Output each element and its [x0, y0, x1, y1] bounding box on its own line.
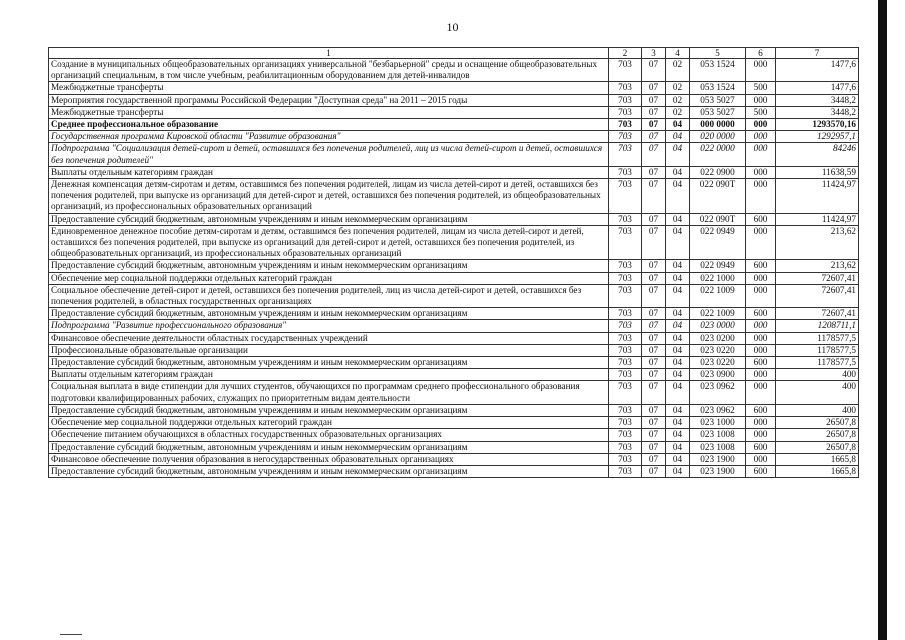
- row-name: Денежная компенсация детям-сиротам и детям, оставшимся без попечения родителей, лицам из числа детей-сирот и детей, оставшихся без попечения родителей, при выпуске из организаций для детей-сирот и детей, оставшихся без попечения родителей, из общеобразовательных организаций, из профессиональных образовательных организаций: [49, 179, 609, 214]
- amount: 84246: [776, 143, 859, 166]
- ministry-code: 703: [609, 213, 642, 225]
- table-row: [49, 357, 859, 369]
- amount: 26507,8: [776, 441, 859, 453]
- table-row: [49, 82, 859, 94]
- expense-type: 000: [746, 429, 776, 441]
- section-code: 07: [642, 369, 666, 381]
- target-article: 023 0962: [690, 381, 746, 404]
- target-article: 022 1009: [690, 284, 746, 307]
- expense-type: 000: [746, 119, 776, 131]
- row-name: Предоставление субсидий бюджетным, автономным учреждениям и иным некоммерческим организациям: [49, 465, 609, 477]
- row-name: Финансовое обеспечение деятельности областных государственных учреждений: [49, 332, 609, 344]
- expense-type: 000: [746, 344, 776, 356]
- subsection-code: 04: [666, 213, 690, 225]
- section-code: 07: [642, 59, 666, 82]
- table-row: [49, 225, 859, 260]
- target-article: 023 0900: [690, 369, 746, 381]
- table-row: [49, 404, 859, 416]
- expense-type: 000: [746, 284, 776, 307]
- target-article: 000 0000: [690, 119, 746, 131]
- row-name: Выплаты отдельным категориям граждан: [49, 166, 609, 178]
- subsection-code: 04: [666, 332, 690, 344]
- amount: 1477,6: [776, 82, 859, 94]
- section-code: 07: [642, 357, 666, 369]
- row-name: Социальная выплата в виде стипендии для лучших студентов, обучающихся по программам среднего профессионального образования подготовки квалифицированных рабочих, служащих по приоритетным видам деятельности: [49, 381, 609, 404]
- subsection-code: 04: [666, 284, 690, 307]
- expense-type: 600: [746, 308, 776, 320]
- expense-type: 000: [746, 131, 776, 143]
- table-row: [49, 369, 859, 381]
- target-article: 023 0962: [690, 404, 746, 416]
- target-article: 053 5027: [690, 106, 746, 118]
- expense-type: 000: [746, 272, 776, 284]
- ministry-code: 703: [609, 381, 642, 404]
- amount: 1208711,1: [776, 320, 859, 332]
- row-name: Предоставление субсидий бюджетным, автономным учреждениям и иным некоммерческим организациям: [49, 213, 609, 225]
- subsection-code: 04: [666, 404, 690, 416]
- expense-type: 000: [746, 320, 776, 332]
- table-row: [49, 344, 859, 356]
- ministry-code: 703: [609, 106, 642, 118]
- ministry-code: 703: [609, 260, 642, 272]
- expense-type: 000: [746, 369, 776, 381]
- row-name: Предоставление субсидий бюджетным, автономным учреждениям и иным некоммерческим организациям: [49, 441, 609, 453]
- target-article: 053 1524: [690, 82, 746, 94]
- table-row: [49, 119, 859, 131]
- target-article: 023 0000: [690, 320, 746, 332]
- table-row: [49, 143, 859, 166]
- subsection-code: 04: [666, 166, 690, 178]
- table-row: [49, 284, 859, 307]
- amount: 1292957,1: [776, 131, 859, 143]
- row-name: Обеспечение мер социальной поддержки отдельных категорий граждан: [49, 272, 609, 284]
- row-name: Межбюджетные трансферты: [49, 106, 609, 118]
- section-code: 07: [642, 106, 666, 118]
- column-header: 3: [642, 48, 666, 59]
- amount: 400: [776, 404, 859, 416]
- amount: 11424,97: [776, 179, 859, 214]
- target-article: 023 0220: [690, 344, 746, 356]
- ministry-code: 703: [609, 357, 642, 369]
- amount: 400: [776, 381, 859, 404]
- expense-type: 600: [746, 465, 776, 477]
- target-article: 022 0949: [690, 260, 746, 272]
- section-code: 07: [642, 308, 666, 320]
- row-name: Среднее профессиональное образование: [49, 119, 609, 131]
- row-name: Предоставление субсидий бюджетным, автономным учреждениям и иным некоммерческим организациям: [49, 357, 609, 369]
- column-header: 1: [49, 48, 609, 59]
- subsection-code: 04: [666, 465, 690, 477]
- subsection-code: 04: [666, 260, 690, 272]
- target-article: 022 090Т: [690, 213, 746, 225]
- table-row: [49, 417, 859, 429]
- target-article: 023 1008: [690, 441, 746, 453]
- target-article: 020 0000: [690, 131, 746, 143]
- row-name: Профессиональные образовательные организации: [49, 344, 609, 356]
- amount: 11638,59: [776, 166, 859, 178]
- ministry-code: 703: [609, 272, 642, 284]
- column-header: 4: [666, 48, 690, 59]
- ministry-code: 703: [609, 179, 642, 214]
- target-article: 022 1000: [690, 272, 746, 284]
- subsection-code: 04: [666, 381, 690, 404]
- column-header: 5: [690, 48, 746, 59]
- ministry-code: 703: [609, 441, 642, 453]
- amount: 1178577,5: [776, 357, 859, 369]
- expense-type: 000: [746, 225, 776, 260]
- amount: 72607,41: [776, 284, 859, 307]
- expense-type: 000: [746, 332, 776, 344]
- subsection-code: 04: [666, 143, 690, 166]
- amount: 72607,41: [776, 272, 859, 284]
- ministry-code: 703: [609, 166, 642, 178]
- row-name: Обеспечение мер социальной поддержки отдельных категорий граждан: [49, 417, 609, 429]
- table-row: [49, 213, 859, 225]
- target-article: 022 1009: [690, 308, 746, 320]
- section-code: 07: [642, 417, 666, 429]
- subsection-code: 02: [666, 59, 690, 82]
- column-header: 6: [746, 48, 776, 59]
- table-row: [49, 332, 859, 344]
- section-code: 07: [642, 465, 666, 477]
- table-row: [49, 260, 859, 272]
- ministry-code: 703: [609, 417, 642, 429]
- expense-type: 600: [746, 260, 776, 272]
- target-article: 022 0900: [690, 166, 746, 178]
- section-code: 07: [642, 429, 666, 441]
- section-code: 07: [642, 119, 666, 131]
- subsection-code: 04: [666, 308, 690, 320]
- amount: 3448,2: [776, 106, 859, 118]
- section-code: 07: [642, 284, 666, 307]
- target-article: 053 1524: [690, 59, 746, 82]
- amount: 3448,2: [776, 94, 859, 106]
- section-code: 07: [642, 441, 666, 453]
- section-code: 07: [642, 166, 666, 178]
- amount: 1665,8: [776, 453, 859, 465]
- column-header: 2: [609, 48, 642, 59]
- expense-type: 500: [746, 106, 776, 118]
- ministry-code: 703: [609, 429, 642, 441]
- ministry-code: 703: [609, 344, 642, 356]
- ministry-code: 703: [609, 453, 642, 465]
- amount: 1178577,5: [776, 332, 859, 344]
- row-name: Создание в муниципальных общеобразовательных организациях универсальной "безбарьерной" среды и оснащение общеобразовательных организаций специальным, в том числе учебным, реабилитационным оборудованием для детей-инвалидов: [49, 59, 609, 82]
- table-row: [49, 106, 859, 118]
- subsection-code: 04: [666, 357, 690, 369]
- table-row: [49, 131, 859, 143]
- section-code: 07: [642, 213, 666, 225]
- ministry-code: 703: [609, 332, 642, 344]
- row-name: Социальное обеспечение детей-сирот и детей, оставшихся без попечения родителей, лиц из числа детей-сирот и детей, оставшихся без попечения родителей, в областных государственных организациях: [49, 284, 609, 307]
- row-name: Предоставление субсидий бюджетным, автономным учреждениям и иным некоммерческим организациям: [49, 308, 609, 320]
- target-article: 022 090Т: [690, 179, 746, 214]
- ministry-code: 703: [609, 59, 642, 82]
- target-article: 023 1900: [690, 465, 746, 477]
- column-header: 7: [776, 48, 859, 59]
- expense-type: 000: [746, 381, 776, 404]
- table-row: [49, 453, 859, 465]
- subsection-code: 02: [666, 82, 690, 94]
- table-row: [49, 59, 859, 82]
- subsection-code: 04: [666, 179, 690, 214]
- amount: 400: [776, 369, 859, 381]
- table-row: [49, 179, 859, 214]
- amount: 1477,6: [776, 59, 859, 82]
- amount: 1665,8: [776, 465, 859, 477]
- subsection-code: 04: [666, 369, 690, 381]
- row-name: Подпрограмма "Социализация детей-сирот и детей, оставшихся без попечения родителей, лиц из числа детей-сирот и детей, оставшихся без попечения родителей": [49, 143, 609, 166]
- table-row: [49, 94, 859, 106]
- ministry-code: 703: [609, 320, 642, 332]
- section-code: 07: [642, 260, 666, 272]
- table-header-row: [49, 48, 859, 59]
- ministry-code: 703: [609, 225, 642, 260]
- row-name: Финансовое обеспечение получения образования в негосударственных образовательных организациях: [49, 453, 609, 465]
- expense-type: 600: [746, 213, 776, 225]
- table-row: [49, 441, 859, 453]
- section-code: 07: [642, 143, 666, 166]
- footer-dash: [60, 634, 82, 635]
- ministry-code: 703: [609, 143, 642, 166]
- expense-type: 000: [746, 94, 776, 106]
- row-name: Подпрограмма "Развитие профессионального образования": [49, 320, 609, 332]
- table-row: [49, 308, 859, 320]
- subsection-code: 04: [666, 225, 690, 260]
- target-article: 022 0000: [690, 143, 746, 166]
- ministry-code: 703: [609, 284, 642, 307]
- expense-type: 600: [746, 404, 776, 416]
- row-name: Выплаты отдельным категориям граждан: [49, 369, 609, 381]
- target-article: 023 1008: [690, 429, 746, 441]
- page-number: 10: [446, 20, 459, 34]
- section-code: 07: [642, 94, 666, 106]
- amount: 213,62: [776, 225, 859, 260]
- amount: 72607,41: [776, 308, 859, 320]
- target-article: 023 1900: [690, 453, 746, 465]
- ministry-code: 703: [609, 308, 642, 320]
- section-code: 07: [642, 453, 666, 465]
- subsection-code: 04: [666, 272, 690, 284]
- section-code: 07: [642, 344, 666, 356]
- table-row: [49, 166, 859, 178]
- expense-type: 000: [746, 417, 776, 429]
- section-code: 07: [642, 381, 666, 404]
- budget-table: [48, 47, 859, 478]
- expense-type: 000: [746, 143, 776, 166]
- table-row: [49, 465, 859, 477]
- row-name: Государственная программа Кировской области "Развитие образования": [49, 131, 609, 143]
- row-name: Обеспечение питанием обучающихся в областных государственных образовательных организациях: [49, 429, 609, 441]
- table-row: [49, 272, 859, 284]
- amount: 1293570,16: [776, 119, 859, 131]
- target-article: 023 1000: [690, 417, 746, 429]
- row-name: Предоставление субсидий бюджетным, автономным учреждениям и иным некоммерческим организациям: [49, 260, 609, 272]
- amount: 26507,8: [776, 429, 859, 441]
- ministry-code: 703: [609, 119, 642, 131]
- section-code: 07: [642, 82, 666, 94]
- row-name: Единовременное денежное пособие детям-сиротам и детям, оставшимся без попечения родителей, лицам из числа детей-сирот и детей, оставшихся без попечения родителей, при выпуске из организаций для детей-сирот и детей, оставшихся без попечения родителей, из общеобразовательных организаций, из профессиональных образовательных организаций: [49, 225, 609, 260]
- row-name: Межбюджетные трансферты: [49, 82, 609, 94]
- expense-type: 500: [746, 82, 776, 94]
- section-code: 07: [642, 332, 666, 344]
- table-row: [49, 320, 859, 332]
- row-name: Предоставление субсидий бюджетным, автономным учреждениям и иным некоммерческим организациям: [49, 404, 609, 416]
- section-code: 07: [642, 225, 666, 260]
- ministry-code: 703: [609, 369, 642, 381]
- table-row: [49, 429, 859, 441]
- expense-type: 000: [746, 166, 776, 178]
- section-code: 07: [642, 179, 666, 214]
- expense-type: 000: [746, 59, 776, 82]
- subsection-code: 04: [666, 453, 690, 465]
- subsection-code: 02: [666, 94, 690, 106]
- expense-type: 600: [746, 357, 776, 369]
- scan-edge-bar: [878, 0, 887, 640]
- amount: 11424,97: [776, 213, 859, 225]
- amount: 26507,8: [776, 417, 859, 429]
- expense-type: 000: [746, 179, 776, 214]
- section-code: 07: [642, 404, 666, 416]
- row-name: Мероприятия государственной программы Российской Федерации "Доступная среда" на 2011 – 2015 годы: [49, 94, 609, 106]
- target-article: 023 0200: [690, 332, 746, 344]
- target-article: 053 5027: [690, 94, 746, 106]
- target-article: 022 0949: [690, 225, 746, 260]
- ministry-code: 703: [609, 404, 642, 416]
- subsection-code: 04: [666, 429, 690, 441]
- expense-type: 600: [746, 441, 776, 453]
- target-article: 023 0220: [690, 357, 746, 369]
- section-code: 07: [642, 272, 666, 284]
- table-row: [49, 381, 859, 404]
- expense-type: 000: [746, 453, 776, 465]
- ministry-code: 703: [609, 465, 642, 477]
- ministry-code: 703: [609, 82, 642, 94]
- amount: 213,62: [776, 260, 859, 272]
- subsection-code: 04: [666, 320, 690, 332]
- subsection-code: 04: [666, 119, 690, 131]
- subsection-code: 04: [666, 131, 690, 143]
- section-code: 07: [642, 131, 666, 143]
- subsection-code: 04: [666, 417, 690, 429]
- ministry-code: 703: [609, 131, 642, 143]
- subsection-code: 02: [666, 106, 690, 118]
- amount: 1178577,5: [776, 344, 859, 356]
- section-code: 07: [642, 320, 666, 332]
- subsection-code: 04: [666, 441, 690, 453]
- subsection-code: 04: [666, 344, 690, 356]
- ministry-code: 703: [609, 94, 642, 106]
